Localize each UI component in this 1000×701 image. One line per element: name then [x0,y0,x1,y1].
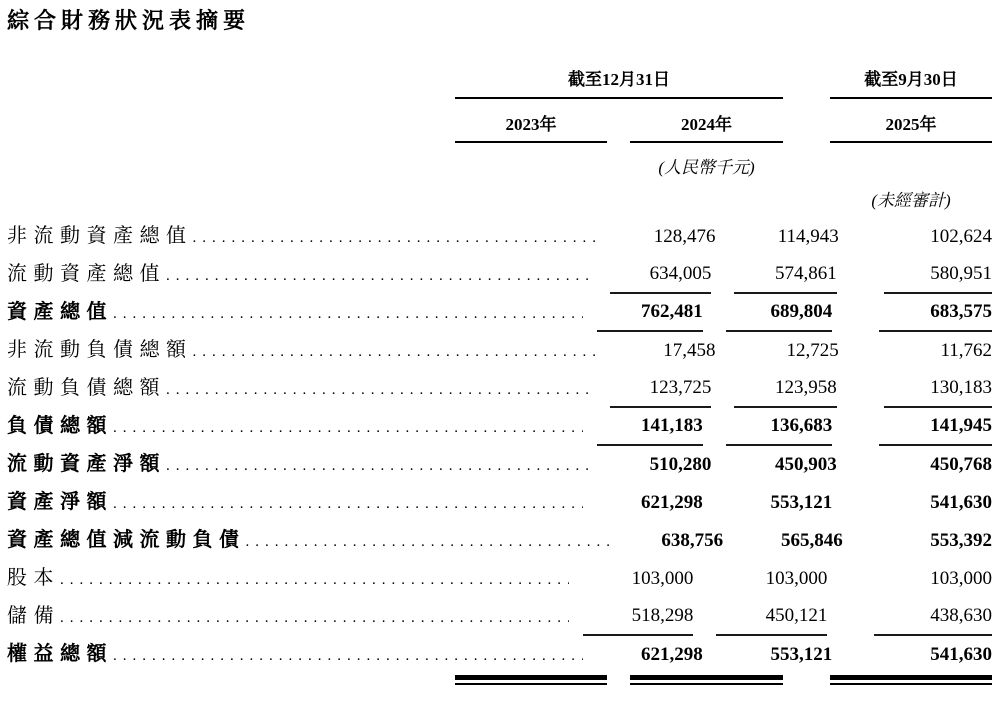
table-row-grand-total [7,636,992,674]
row-label: 儲備 [7,605,60,627]
value-cell: 123,725 [610,370,712,408]
dot-leader [193,334,602,370]
value-cell: 103,000 [765,568,828,589]
double-rule [455,675,607,685]
table-row-total [7,484,992,522]
dot-leader [113,296,583,332]
value-cell: 553,121 [770,492,833,513]
value-cell: 141,183 [597,408,703,446]
value-cell: 541,630 [930,644,992,665]
dot-leader [166,448,596,484]
value-cell: 450,903 [774,454,837,475]
row-label: 流動資產淨額 [7,453,166,475]
year-header-2025: 2025年 [830,99,992,143]
dot-leader [60,562,569,598]
row-label: 負債總額 [7,415,113,437]
value-cell: 689,804 [726,294,832,332]
table-body [7,218,992,685]
row-label: 資產總值 [7,301,113,323]
table-row [7,560,992,598]
unaudited-note: (未經審計) [871,191,951,210]
value-cell: 518,298 [583,598,693,636]
value-cell: 123,958 [734,370,836,408]
period-group-header-row [7,70,992,99]
value-cell: 438,630 [874,598,992,636]
double-rule [830,675,992,685]
value-cell: 450,768 [930,454,993,475]
value-cell: 634,005 [610,256,712,294]
value-cell: 128,476 [653,226,716,247]
table-row-total [7,294,992,332]
financial-position-table [7,70,992,685]
value-cell: 12,725 [786,340,839,361]
year-header-2024: 2024年 [630,99,783,143]
table-row-total [7,522,992,560]
period-group-sep30: 截至9月30日 [830,70,992,99]
year-header-2023: 2023年 [455,99,607,143]
dot-leader [193,220,602,256]
value-cell: 510,280 [649,454,712,475]
value-cell: 621,298 [641,492,703,513]
value-cell: 553,121 [770,644,833,665]
row-label: 權益總額 [7,643,113,665]
value-cell: 565,846 [780,530,843,551]
row-label: 資產淨額 [7,491,113,513]
double-rule [630,675,783,685]
dot-leader [113,410,583,446]
value-cell: 102,624 [930,226,992,247]
value-cell: 574,861 [734,256,836,294]
table-row-total [7,446,992,484]
row-label: 股本 [7,567,60,589]
year-header-row [7,99,992,143]
value-cell: 11,762 [940,340,992,361]
value-cell: 762,481 [597,294,703,332]
value-cell: 638,756 [661,530,724,551]
value-cell: 553,392 [930,530,992,551]
value-cell: 103,000 [631,568,694,589]
unit-note-row [7,143,992,178]
page-title: 綜合財務狀況表摘要 [7,8,251,33]
value-cell: 683,575 [879,294,992,332]
row-label: 資產總值減流動負債 [7,529,246,551]
row-label: 非流動負債總額 [7,339,193,361]
table-row-total [7,408,992,446]
dot-leader [166,372,596,408]
value-cell: 141,945 [879,408,992,446]
value-cell: 541,630 [930,492,992,513]
table-row [7,256,992,294]
row-label: 流動負債總額 [7,377,166,399]
dot-leader [60,600,569,636]
table-row [7,598,992,636]
value-cell: 103,000 [930,568,992,589]
table-row [7,332,992,370]
value-cell: 114,943 [777,226,839,247]
currency-unit-note: (人民幣千元) [658,158,755,177]
row-label: 非流動資產總值 [7,225,193,247]
value-cell: 621,298 [641,644,703,665]
row-label: 流動資產總值 [7,263,166,285]
table-row [7,218,992,256]
dot-leader [113,486,583,522]
value-cell: 17,458 [663,340,716,361]
value-cell: 130,183 [884,370,992,408]
table-row [7,370,992,408]
value-cell: 580,951 [884,256,992,294]
period-group-dec31: 截至12月31日 [455,70,783,99]
unaudited-note-row [7,178,992,211]
dot-leader [166,258,596,294]
value-cell: 450,121 [716,598,827,636]
double-rule-row [7,675,992,685]
dot-leader [246,524,614,560]
value-cell: 136,683 [726,408,832,446]
dot-leader [113,638,583,674]
